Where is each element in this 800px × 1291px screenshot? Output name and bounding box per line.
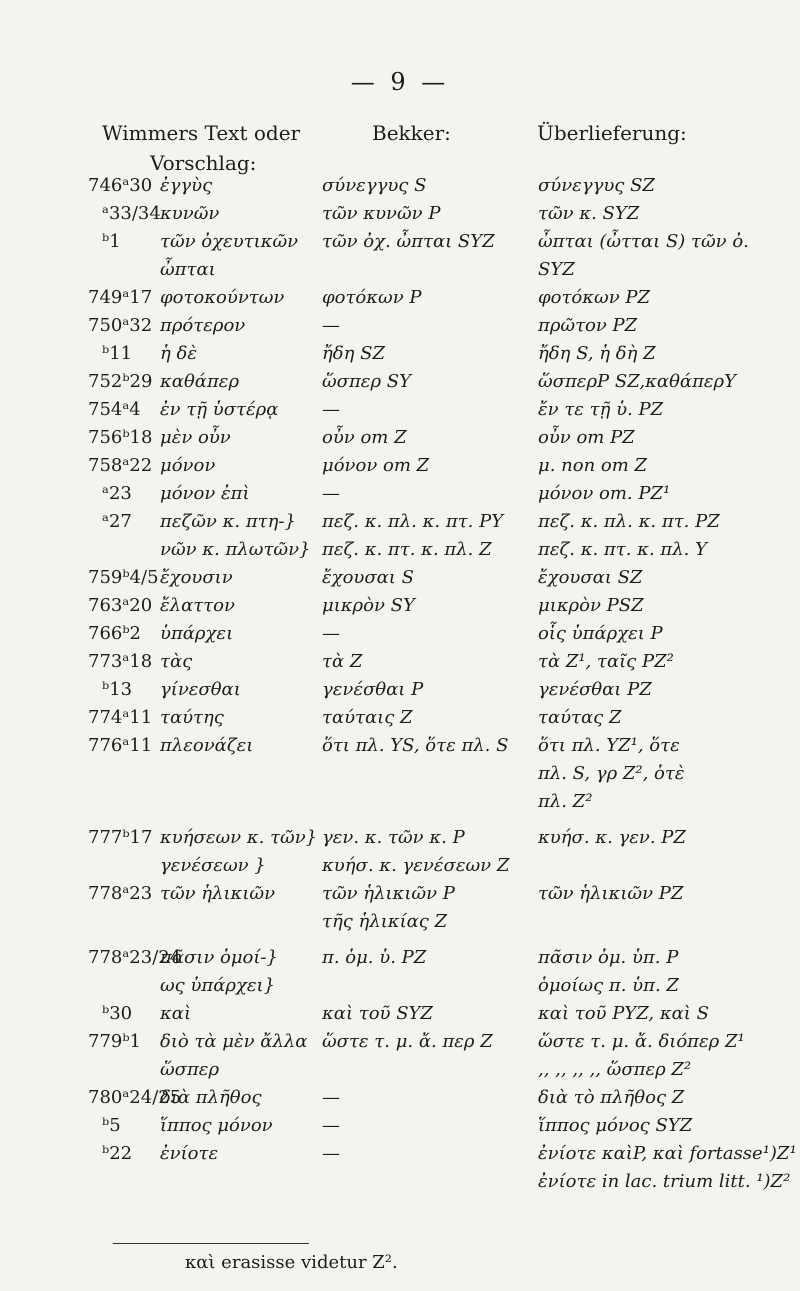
row-ueberlieferung: ,, ,, ,, ,, ὥσπερ Z² bbox=[538, 1059, 692, 1080]
row-wimmer-text: πρότερον bbox=[160, 315, 246, 336]
row-bekker: γεν. κ. τῶν κ. P bbox=[322, 827, 465, 848]
row-wimmer-text: ἐγγὺς bbox=[160, 175, 213, 196]
table-row bbox=[0, 1028, 800, 1056]
row-wimmer-text: ἵππος μόνον bbox=[160, 1115, 273, 1136]
row-ueberlieferung: μικρὸν PSZ bbox=[538, 595, 644, 616]
table-row bbox=[0, 284, 800, 312]
row-ref: 754ᵃ4 bbox=[88, 399, 141, 420]
row-ref: 750ᵃ32 bbox=[88, 315, 153, 336]
table-row bbox=[0, 824, 800, 852]
row-ueberlieferung: SYZ bbox=[538, 259, 575, 280]
row-ref: ᵇ30 bbox=[102, 1003, 133, 1024]
table-row bbox=[0, 676, 800, 704]
row-ueberlieferung: τῶν ἡλικιῶν PZ bbox=[538, 883, 684, 904]
row-wimmer-text: διὸ τὰ μὲν ἄλλα bbox=[160, 1031, 308, 1052]
row-ueberlieferung: πεζ. κ. πλ. κ. πτ. PZ bbox=[538, 511, 720, 532]
row-ref: ᵇ22 bbox=[102, 1143, 133, 1164]
header-wimmers bbox=[102, 118, 302, 178]
footnote-rule bbox=[113, 1243, 309, 1244]
table-row bbox=[0, 704, 800, 732]
row-ueberlieferung: ἵππος μόνος SYZ bbox=[538, 1115, 693, 1136]
row-ueberlieferung: οὖν om PZ bbox=[538, 427, 635, 448]
table-row bbox=[0, 508, 800, 536]
table-row bbox=[0, 172, 800, 200]
row-wimmer-text: κυήσεων κ. τῶν} bbox=[160, 827, 318, 848]
row-wimmer-text: τὰς bbox=[160, 651, 193, 672]
row-ueberlieferung: κυήσ. κ. γεν. PZ bbox=[538, 827, 686, 848]
row-wimmer-text: ἔχουσιν bbox=[160, 567, 233, 588]
footnote: καὶ erasisse videtur Z². bbox=[185, 1252, 398, 1273]
row-bekker: τῶν κυνῶν P bbox=[322, 203, 441, 224]
row-ref: 752ᵇ29 bbox=[88, 371, 153, 392]
row-wimmer-text: φοτοκούντων bbox=[160, 287, 285, 308]
table-row bbox=[0, 1000, 800, 1028]
table-row bbox=[0, 1084, 800, 1112]
row-bekker: — bbox=[322, 483, 340, 504]
row-wimmer-text: γενέσεων } bbox=[160, 855, 266, 876]
row-wimmer-text: μόνον ἐπὶ bbox=[160, 483, 250, 504]
row-ueberlieferung: πρῶτον PZ bbox=[538, 315, 638, 336]
row-ref: 780ᵃ24/25 bbox=[88, 1087, 182, 1108]
row-ref: 779ᵇ1 bbox=[88, 1031, 142, 1052]
row-wimmer-text: καθάπερ bbox=[160, 371, 240, 392]
apparatus-table bbox=[0, 172, 800, 1196]
row-ueberlieferung: οἷς ὑπάρχει P bbox=[538, 623, 663, 644]
row-ref: ᵇ1 bbox=[102, 231, 121, 252]
table-row bbox=[0, 368, 800, 396]
row-bekker: πεζ. κ. πλ. κ. πτ. PY bbox=[322, 511, 504, 532]
table-row bbox=[0, 1168, 800, 1196]
row-bekker: — bbox=[322, 1143, 340, 1164]
table-row bbox=[0, 312, 800, 340]
row-ueberlieferung: πᾶσιν ὁμ. ὑπ. P bbox=[538, 947, 679, 968]
table-row bbox=[0, 852, 800, 880]
row-ref: ᵇ11 bbox=[102, 343, 133, 364]
row-ueberlieferung: ἐνίοτε καὶP, καὶ fortasse¹)Z¹ bbox=[538, 1143, 797, 1164]
row-bekker: ταύταις Z bbox=[322, 707, 413, 728]
row-wimmer-text: νῶν κ. πλωτῶν} bbox=[160, 539, 311, 560]
row-bekker: — bbox=[322, 315, 340, 336]
row-bekker: ἤδη SZ bbox=[322, 343, 385, 364]
table-row bbox=[0, 480, 800, 508]
row-ueberlieferung: πεζ. κ. πτ. κ. πλ. Y bbox=[538, 539, 707, 560]
row-ueberlieferung: ὥστε τ. μ. ἄ. διόπερ Z¹ bbox=[538, 1031, 745, 1052]
row-ueberlieferung: πλ. Z² bbox=[538, 791, 593, 812]
row-ueberlieferung: μόνον om. PZ¹ bbox=[538, 483, 671, 504]
table-row bbox=[0, 880, 800, 908]
row-wimmer-text: πλεονάζει bbox=[160, 735, 254, 756]
table-row bbox=[0, 620, 800, 648]
row-ref: 746ᵃ30 bbox=[88, 175, 153, 196]
row-bekker: πεζ. κ. πτ. κ. πλ. Z bbox=[322, 539, 492, 560]
row-wimmer-text: μὲν οὖν bbox=[160, 427, 231, 448]
table-row bbox=[0, 944, 800, 972]
row-wimmer-text: μόνον bbox=[160, 455, 216, 476]
row-bekker: π. ὁμ. ὑ. PZ bbox=[322, 947, 427, 968]
table-row bbox=[0, 564, 800, 592]
row-wimmer-text: ὦπται bbox=[160, 259, 216, 280]
table-row bbox=[0, 396, 800, 424]
row-bekker: τὰ Z bbox=[322, 651, 363, 672]
row-ueberlieferung: διὰ τὸ πλῆθος Z bbox=[538, 1087, 685, 1108]
row-bekker: — bbox=[322, 1115, 340, 1136]
table-row bbox=[0, 452, 800, 480]
row-wimmer-text: τῶν ἡλικιῶν bbox=[160, 883, 276, 904]
row-bekker: μόνον om Z bbox=[322, 455, 430, 476]
row-bekker: — bbox=[322, 623, 340, 644]
row-ref: 774ᵃ11 bbox=[88, 707, 153, 728]
table-row bbox=[0, 972, 800, 1000]
table-row bbox=[0, 424, 800, 452]
row-ref: 778ᵃ23/24 bbox=[88, 947, 182, 968]
row-bekker: τῶν ἡλικιῶν P bbox=[322, 883, 455, 904]
row-bekker: καὶ τοῦ SYZ bbox=[322, 1003, 433, 1024]
row-ref: 776ᵃ11 bbox=[88, 735, 153, 756]
row-wimmer-text: πεζῶν κ. πτη-} bbox=[160, 511, 296, 532]
table-row bbox=[0, 340, 800, 368]
row-ref: 766ᵇ2 bbox=[88, 623, 142, 644]
row-bekker: μικρὸν SY bbox=[322, 595, 415, 616]
row-wimmer-text: ως ὑπάρχει} bbox=[160, 975, 276, 996]
row-wimmer-text: ταύτης bbox=[160, 707, 224, 728]
row-ueberlieferung: ἔχουσαι SZ bbox=[538, 567, 643, 588]
row-bekker: ὥσπερ SY bbox=[322, 371, 411, 392]
row-bekker: φοτόκων P bbox=[322, 287, 422, 308]
header-bekker: Bekker: bbox=[372, 121, 451, 145]
row-ueberlieferung: σύνεγγυς SZ bbox=[538, 175, 655, 196]
table-row bbox=[0, 592, 800, 620]
row-ref: 756ᵇ18 bbox=[88, 427, 153, 448]
row-wimmer-text: ὥσπερ bbox=[160, 1059, 220, 1080]
row-bekker: κυήσ. κ. γενέσεων Z bbox=[322, 855, 510, 876]
row-ueberlieferung: ἤδη S, ἡ δὴ Z bbox=[538, 343, 656, 364]
row-wimmer-text: πᾶσιν ὁμοί-} bbox=[160, 947, 278, 968]
row-ref: 778ᵃ23 bbox=[88, 883, 153, 904]
row-ref: 758ᵃ22 bbox=[88, 455, 153, 476]
table-row bbox=[0, 648, 800, 676]
row-bekker: ἔχουσαι S bbox=[322, 567, 414, 588]
row-ref: ᵃ33/34 bbox=[102, 203, 161, 224]
row-ueberlieferung: ὁμοίως π. ὑπ. Z bbox=[538, 975, 679, 996]
row-wimmer-text: τῶν ὀχευτικῶν bbox=[160, 231, 299, 252]
row-ueberlieferung: πλ. S, γρ Z², ὁτὲ bbox=[538, 763, 685, 784]
table-row bbox=[0, 1140, 800, 1168]
page-number: — 9 — bbox=[350, 68, 450, 96]
row-ref: ᵇ13 bbox=[102, 679, 133, 700]
row-ref: ᵃ23 bbox=[102, 483, 132, 504]
row-wimmer-text: γίνεσθαι bbox=[160, 679, 241, 700]
row-wimmer-text: καὶ bbox=[160, 1003, 192, 1024]
table-row bbox=[0, 732, 800, 760]
table-row bbox=[0, 200, 800, 228]
row-wimmer-text: ἐν τῇ ὑστέρᾳ bbox=[160, 399, 279, 420]
row-ueberlieferung: τὰ Z¹, ταῖς PZ² bbox=[538, 651, 674, 672]
row-wimmer-text: ἐνίοτε bbox=[160, 1143, 219, 1164]
table-row bbox=[0, 788, 800, 816]
row-wimmer-text: διὰ πλῆθος bbox=[160, 1087, 262, 1108]
header-wimmers-line1: Wimmers Text oder bbox=[102, 121, 301, 145]
table-row bbox=[0, 1056, 800, 1084]
row-wimmer-text: ὑπάρχει bbox=[160, 623, 234, 644]
row-ueberlieferung: ὥσπερP SZ,καθάπερY bbox=[538, 371, 737, 392]
header-wimmers-line2: Vorschlag: bbox=[150, 151, 257, 175]
row-bekker: ὥστε τ. μ. ἄ. περ Z bbox=[322, 1031, 493, 1052]
row-ref: 777ᵇ17 bbox=[88, 827, 153, 848]
row-ueberlieferung: μ. non om Z bbox=[538, 455, 648, 476]
table-row bbox=[0, 908, 800, 936]
row-ref: 763ᵃ20 bbox=[88, 595, 153, 616]
row-ref: ᵇ5 bbox=[102, 1115, 121, 1136]
row-ref: 749ᵃ17 bbox=[88, 287, 153, 308]
table-row bbox=[0, 1112, 800, 1140]
table-row bbox=[0, 256, 800, 284]
row-ueberlieferung: ἔν τε τῇ ὑ. PZ bbox=[538, 399, 664, 420]
row-bekker: ὅτι πλ. YS, ὅτε πλ. S bbox=[322, 735, 509, 756]
row-bekker: οὖν om Z bbox=[322, 427, 407, 448]
row-ueberlieferung: γενέσθαι PZ bbox=[538, 679, 652, 700]
row-bekker: τῶν ὀχ. ὦπται SYZ bbox=[322, 231, 495, 252]
row-ueberlieferung: τῶν κ. SYZ bbox=[538, 203, 640, 224]
row-ueberlieferung: ταύτας Z bbox=[538, 707, 622, 728]
table-row bbox=[0, 536, 800, 564]
row-bekker: σύνεγγυς S bbox=[322, 175, 427, 196]
row-bekker: — bbox=[322, 1087, 340, 1108]
row-ref: ᵃ27 bbox=[102, 511, 132, 532]
row-wimmer-text: κυνῶν bbox=[160, 203, 220, 224]
row-bekker: — bbox=[322, 399, 340, 420]
row-ref: 773ᵃ18 bbox=[88, 651, 153, 672]
row-ueberlieferung: φοτόκων PZ bbox=[538, 287, 650, 308]
row-ueberlieferung: ἐνίοτε in lac. trium litt. ¹)Z² bbox=[538, 1171, 791, 1192]
header-ueberlieferung: Überlieferung: bbox=[537, 121, 687, 145]
table-row bbox=[0, 760, 800, 788]
row-wimmer-text: ἡ δὲ bbox=[160, 343, 198, 364]
row-bekker: γενέσθαι P bbox=[322, 679, 424, 700]
row-ueberlieferung: ὦπται (ὦτται S) τῶν ὀ. bbox=[538, 231, 749, 252]
table-row bbox=[0, 228, 800, 256]
row-ueberlieferung: ὅτι πλ. YZ¹, ὅτε bbox=[538, 735, 680, 756]
row-wimmer-text: ἔλαττον bbox=[160, 595, 235, 616]
row-ueberlieferung: καὶ τοῦ PYZ, καὶ S bbox=[538, 1003, 709, 1024]
row-ref: 759ᵇ4/5 bbox=[88, 567, 159, 588]
row-bekker: τῆς ἡλικίας Z bbox=[322, 911, 448, 932]
